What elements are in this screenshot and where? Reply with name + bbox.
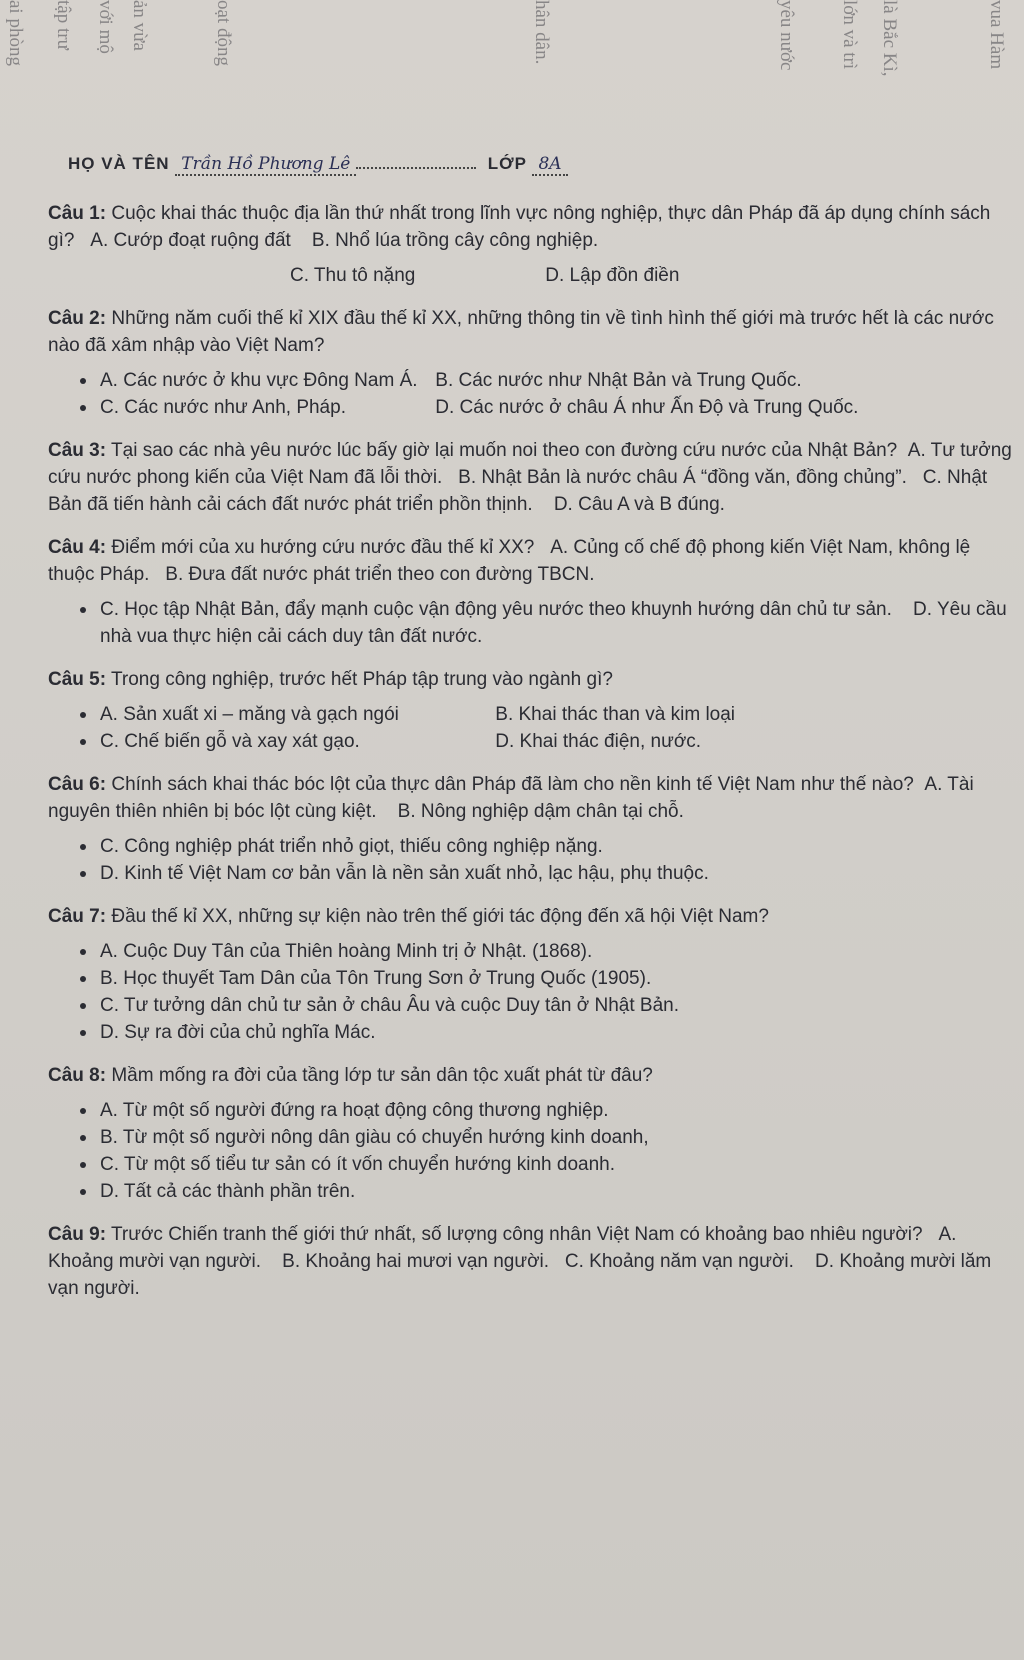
question-1: [30, 200, 1015, 289]
question-2: [30, 305, 1015, 421]
question-6: [30, 771, 1015, 887]
question-text: [48, 1221, 1015, 1302]
bleed-text: hân dân.: [531, 0, 552, 65]
answer-option: C. Khoảng năm vạn người.: [564, 1251, 794, 1272]
answer-option: C. Tư tưởng dân chủ tư sản ở châu Âu và cuộc Duy tân ở Nhật Bản.: [100, 995, 679, 1016]
answer-option: D. Khoảng mười lăm vạn người.: [48, 1251, 992, 1299]
option-list: [30, 367, 1015, 421]
question-body: Chính sách khai thác bóc lột của thực dân Pháp đã làm cho nền kinh tế Việt Nam như thế nào?: [111, 774, 914, 795]
question-number: Câu 7:: [48, 906, 107, 927]
answer-option: D. Yêu cầu nhà vua thực hiện cải cách duy tân đất nước.: [100, 599, 1007, 647]
question-4: [30, 534, 1015, 650]
option-row: [100, 367, 1015, 394]
option-list: [30, 938, 1015, 1046]
question-body: Trước Chiến tranh thế giới thứ nhất, số lượng công nhân Việt Nam có khoảng bao nhiêu người?: [111, 1224, 923, 1245]
option-row: [100, 1124, 1015, 1151]
question-number: Câu 8:: [48, 1065, 107, 1086]
question-body: Cuộc khai thác thuộc địa lần thứ nhất trong lĩnh vực nông nghiệp, thực dân Pháp đã áp dụng chính sách gì?: [48, 203, 991, 251]
question-text: [48, 200, 1015, 254]
question-body: Đầu thế kỉ XX, những sự kiện nào trên thế giới tác động đến xã hội Việt Nam?: [111, 906, 769, 927]
answer-option: B. Từ một số người nông dân giàu có chuyển hướng kinh doanh,: [100, 1127, 649, 1148]
question-7: [30, 903, 1015, 1046]
answer-option: C. Thu tô nặng: [290, 265, 416, 286]
bleed-text: lớn và trì: [839, 0, 860, 70]
question-number: Câu 5:: [48, 669, 107, 690]
answer-option: C. Công nghiệp phát triển nhỏ giọt, thiếu công nghiệp nặng.: [100, 836, 603, 857]
name-value: Trần Hồ Phương Lê: [175, 154, 356, 176]
question-text: [48, 437, 1015, 518]
question-text: [48, 305, 1015, 359]
option-list: [30, 1097, 1015, 1205]
answer-option: D. Khai thác điện, nước.: [495, 731, 702, 752]
class-label: LỚP: [487, 154, 527, 173]
answer-option: D. Lập đồn điền: [545, 265, 680, 286]
answer-option: A. Cướp đoạt ruộng đất: [90, 230, 291, 251]
bleed-text: với mộ: [95, 0, 116, 54]
answer-option: B. Học thuyết Tam Dân của Tôn Trung Sơn ở Trung Quốc (1905).: [100, 968, 652, 989]
answer-option: A. Sản xuất xi – măng và gạch ngói: [100, 704, 399, 725]
option-list: [30, 596, 1015, 650]
option-row: [100, 701, 1015, 728]
exam-content: [30, 150, 1015, 1318]
bleed-text: vua Hàm: [986, 0, 1007, 70]
answer-option: D. Tất cả các thành phần trên.: [100, 1181, 356, 1202]
question-3: [30, 437, 1015, 518]
answer-option: C. Chế biến gỗ và xay xát gạo.: [100, 731, 360, 752]
option-row: [100, 1019, 1015, 1046]
answer-option: D. Sự ra đời của chủ nghĩa Mác.: [100, 1022, 376, 1043]
option-row: [100, 833, 1015, 860]
answer-option: B. Nhật Bản là nước châu Á “đồng văn, đồng chủng”.: [458, 467, 907, 488]
option-row: [100, 1178, 1015, 1205]
question-number: Câu 4:: [48, 537, 107, 558]
question-8: [30, 1062, 1015, 1205]
option-row: [100, 1097, 1015, 1124]
answer-option: A. Các nước ở khu vực Đông Nam Á.: [100, 370, 418, 391]
question-text: [48, 771, 1015, 825]
answer-option: C. Học tập Nhật Bản, đẩy mạnh cuộc vận động yêu nước theo khuynh hướng dân chủ tư sản.: [100, 599, 892, 620]
answer-option: D. Các nước ở châu Á như Ấn Độ và Trung Quốc.: [435, 397, 859, 418]
option-row: [100, 394, 1015, 421]
bleed-text: yêu nước: [776, 0, 797, 71]
answer-option: A. Từ một số người đứng ra hoạt động công thương nghiệp.: [100, 1100, 609, 1121]
question-number: Câu 9:: [48, 1224, 107, 1245]
answer-option: A. Cuộc Duy Tân của Thiên hoàng Minh trị ở Nhật. (1868).: [100, 941, 593, 962]
bleed-text: ản vừa: [129, 0, 150, 51]
answer-option: C. Từ một số tiểu tư sản có ít vốn chuyển hướng kinh doanh.: [100, 1154, 615, 1175]
option-row: [30, 262, 1015, 289]
name-label: HỌ VÀ TÊN: [68, 154, 170, 173]
bleed-text: oạt động: [213, 0, 234, 66]
answer-option: A. Củng cố chế độ phong kiến Việt Nam, không lệ thuộc Pháp.: [48, 537, 971, 585]
option-row: [100, 1151, 1015, 1178]
answer-option: B. Khoảng hai mươi vạn người.: [282, 1251, 550, 1272]
option-list: [30, 701, 1015, 755]
question-number: Câu 1:: [48, 203, 107, 224]
answer-option: C. Nhật Bản đã tiến hành cải cách đất nước phát triển phồn thịnh.: [48, 467, 988, 515]
question-9: [30, 1221, 1015, 1302]
option-row: [100, 728, 1015, 755]
question-text: [48, 903, 1015, 930]
answer-option: A. Tài nguyên thiên nhiên bị bóc lột cùng kiệt.: [48, 774, 974, 822]
answer-option: B. Khai thác than và kim loại: [495, 704, 736, 725]
bleed-text: là Bắc Kì,: [879, 0, 900, 77]
question-number: Câu 6:: [48, 774, 107, 795]
question-number: Câu 3:: [48, 440, 107, 461]
question-body: Điểm mới của xu hướng cứu nước đầu thế kỉ XX?: [111, 537, 535, 558]
option-list: [30, 833, 1015, 887]
name-dotline: [356, 167, 476, 169]
option-row: [100, 596, 1015, 650]
answer-option: B. Nhổ lúa trồng cây công nghiệp.: [311, 230, 599, 251]
question-text: [48, 1062, 1015, 1089]
question-number: Câu 2:: [48, 308, 107, 329]
answer-option: D. Câu A và B đúng.: [553, 494, 725, 515]
student-info: [68, 150, 1015, 178]
answer-option: D. Kinh tế Việt Nam cơ bản vẫn là nền sản xuất nhỏ, lạc hậu, phụ thuộc.: [100, 863, 709, 884]
answer-option: B. Các nước như Nhật Bản và Trung Quốc.: [435, 370, 802, 391]
bleed-text: tập trư: [53, 0, 74, 50]
class-value: 8A: [532, 154, 567, 176]
answer-option: B. Đưa đất nước phát triển theo con đường TBCN.: [165, 564, 595, 585]
question-5: [30, 666, 1015, 755]
answer-option: C. Các nước như Anh, Pháp.: [100, 397, 346, 418]
question-body: Trong công nghiệp, trước hết Pháp tập trung vào ngành gì?: [111, 669, 613, 690]
option-row: [100, 860, 1015, 887]
answer-option: B. Nông nghiệp dậm chân tại chỗ.: [397, 801, 684, 822]
question-text: [48, 534, 1015, 588]
question-body: Những năm cuối thế kỉ XIX đầu thế kỉ XX, những thông tin về tình hình thế giới mà trước hết là các nước nào đã xâm nhập vào Việt Nam?: [48, 308, 994, 356]
question-body: Mầm mống ra đời của tầng lớp tư sản dân tộc xuất phát từ đâu?: [111, 1065, 653, 1086]
answer-option: A. Tư tưởng cứu nước phong kiến của Việt Nam đã lỗi thời.: [48, 440, 1012, 488]
option-row: [100, 938, 1015, 965]
question-text: [48, 666, 1015, 693]
question-body: Tại sao các nhà yêu nước lúc bấy giờ lại muốn noi theo con đường cứu nước của Nhật Bản?: [111, 440, 898, 461]
option-row: [100, 992, 1015, 1019]
answer-option: A. Khoảng mười vạn người.: [48, 1224, 957, 1272]
option-row: [100, 965, 1015, 992]
bleed-text: ai phòng: [5, 0, 26, 66]
